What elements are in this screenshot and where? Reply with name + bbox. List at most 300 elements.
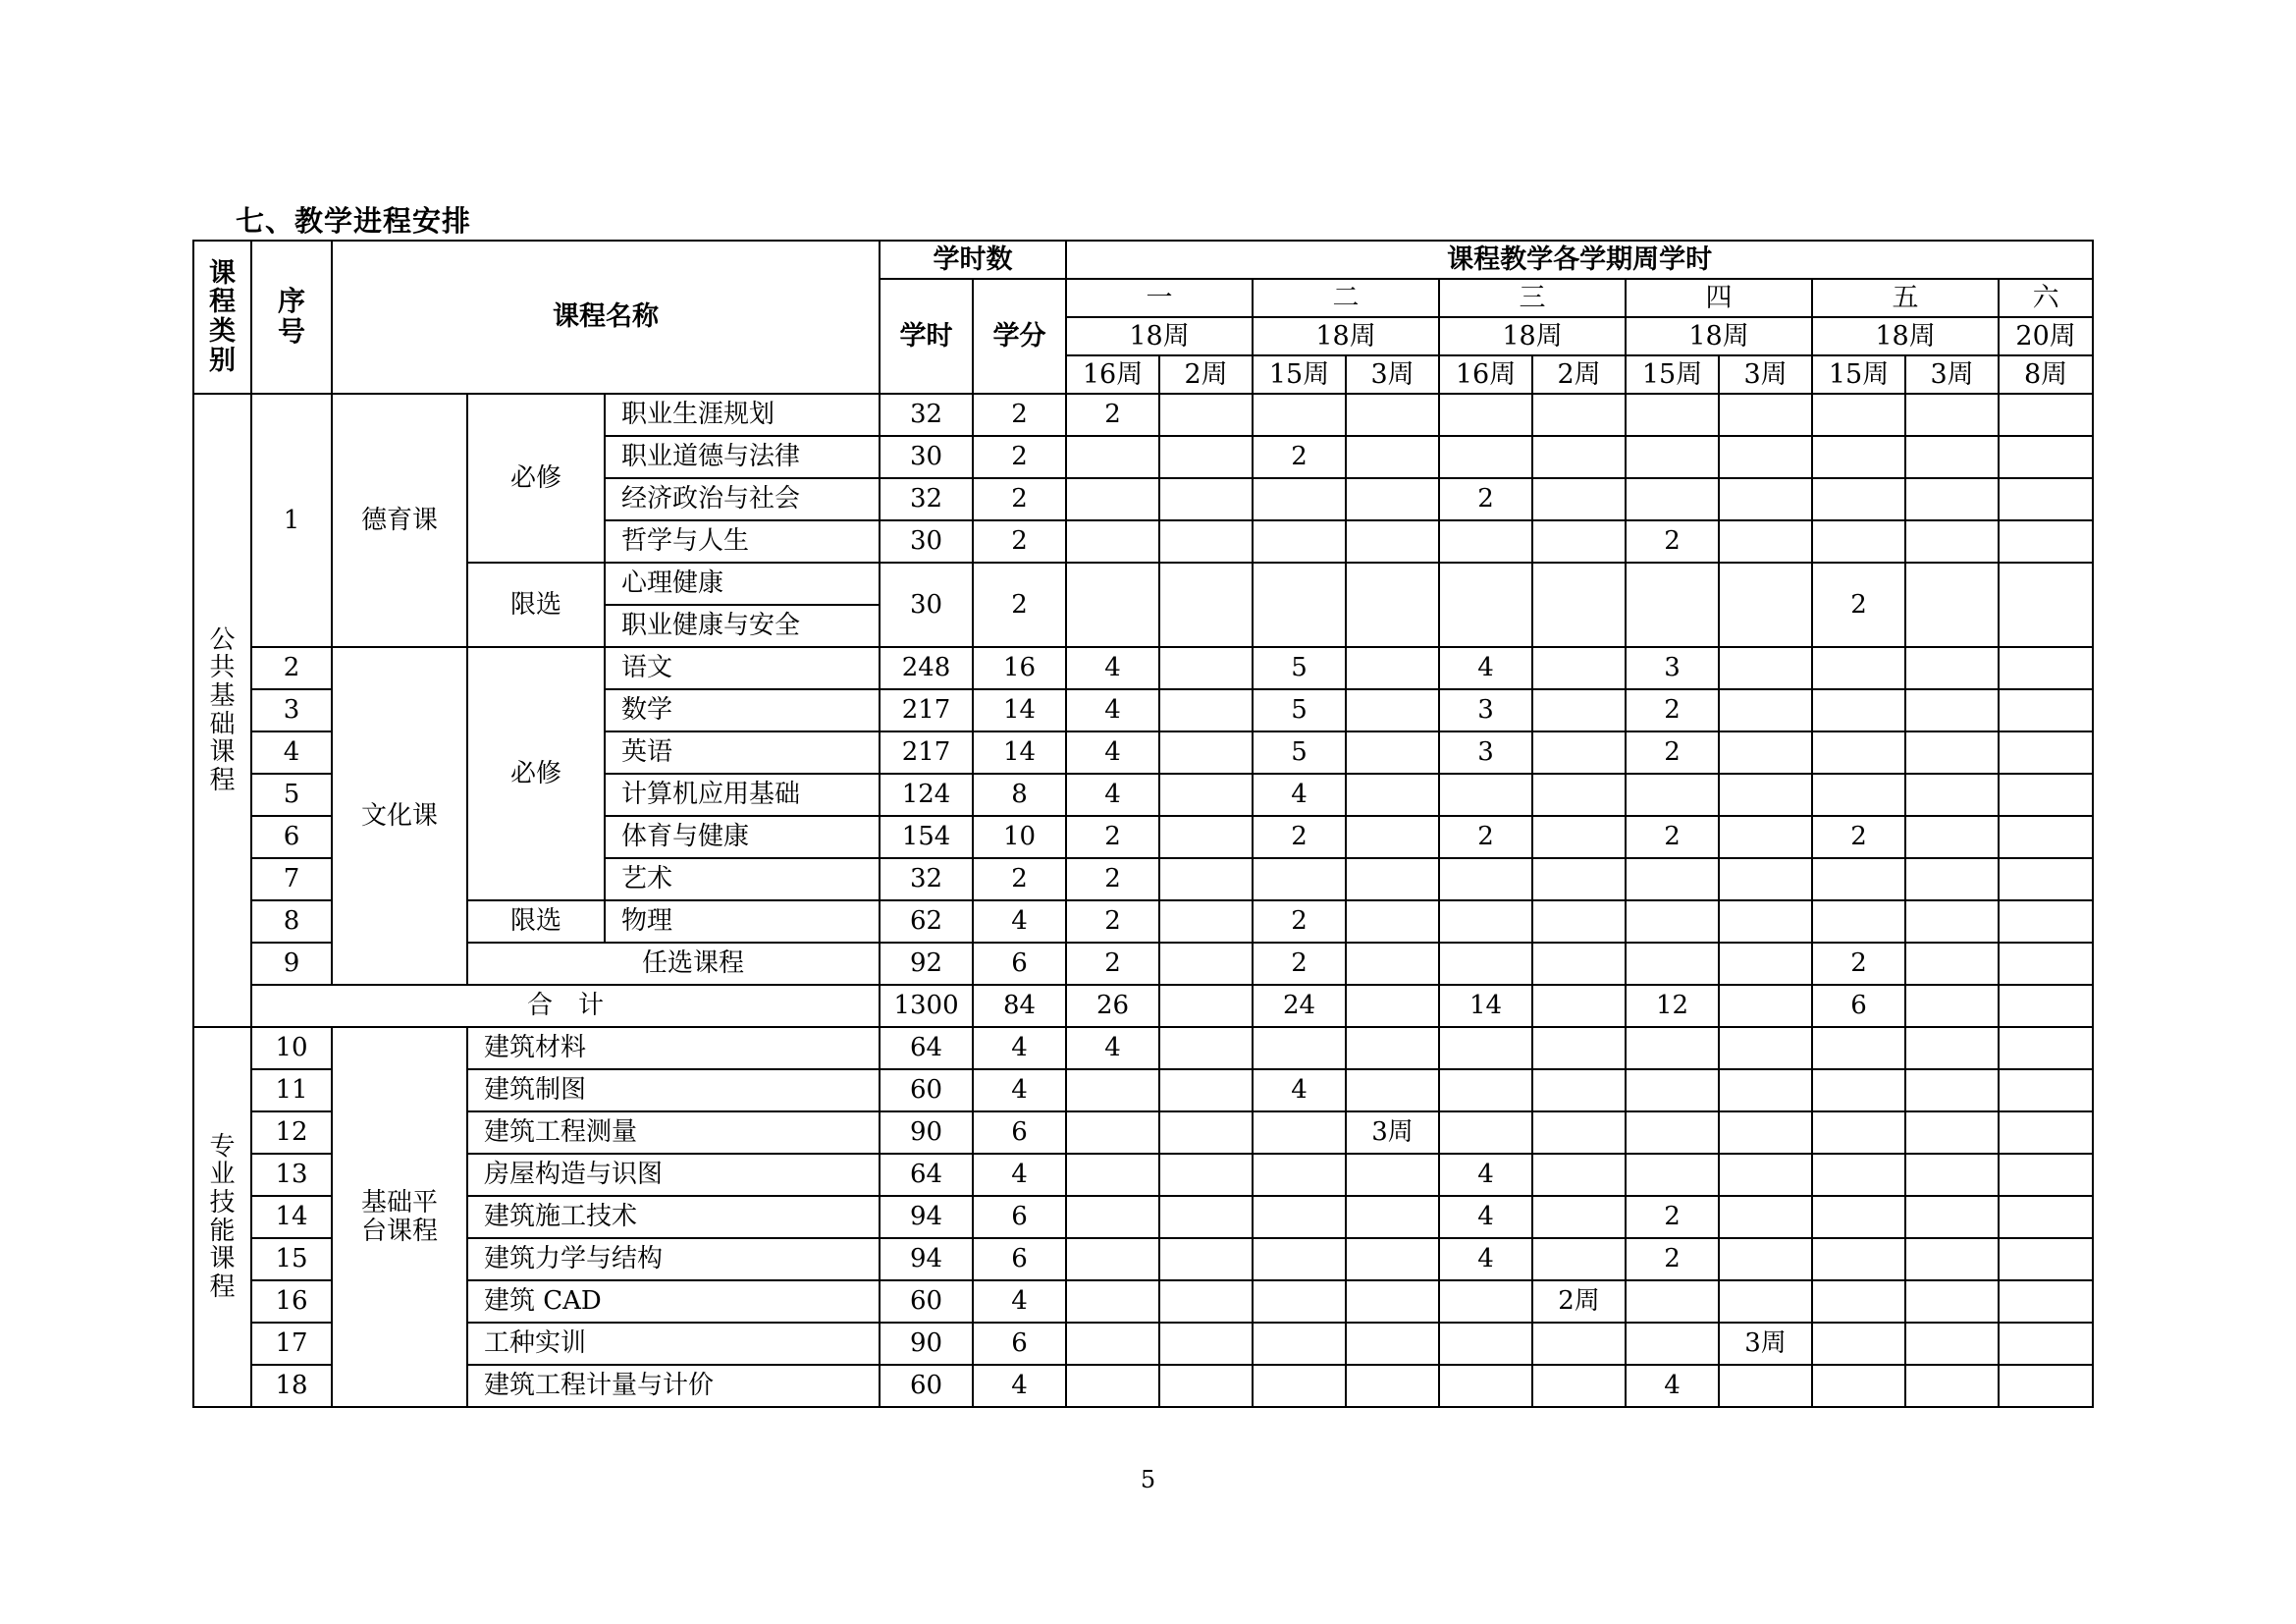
credits-cell: 14 [973, 689, 1066, 731]
header-term-2: 二 [1253, 279, 1439, 317]
week-hours-cell [1066, 1154, 1159, 1196]
section-title: 七、教学进程安排 [236, 204, 472, 238]
seq-cell: 10 [251, 1027, 332, 1069]
week-hours-cell [1719, 563, 1812, 647]
week-hours-cell [1812, 1238, 1905, 1280]
week-hours-cell [1905, 689, 1999, 731]
week-hours-cell [1532, 478, 1626, 520]
hours-cell: 90 [880, 1323, 973, 1365]
hours-cell: 217 [880, 731, 973, 774]
credits-cell: 2 [973, 858, 1066, 900]
week-hours-cell [1439, 520, 1532, 563]
week-hours-cell [1999, 900, 2093, 943]
course-name: 艺术 [605, 858, 880, 900]
week-hours-cell [1532, 1238, 1626, 1280]
week-hours-cell: 4 [1066, 1027, 1159, 1069]
week-hours-cell [1532, 731, 1626, 774]
week-hours-cell [1346, 1027, 1439, 1069]
week-hours-cell [1159, 1323, 1253, 1365]
category-public: 公 共 基 础 课 程 [193, 394, 251, 1027]
credits-cell: 2 [973, 520, 1066, 563]
seq-cell: 14 [251, 1196, 332, 1238]
week-hours-cell [1812, 478, 1905, 520]
week-hours-cell [1253, 1238, 1346, 1280]
week-hours-cell [1719, 900, 1812, 943]
credits-cell: 4 [973, 900, 1066, 943]
hours-cell: 30 [880, 563, 973, 647]
course-name: 心理健康 [605, 563, 880, 605]
week-hours-cell [1999, 563, 2093, 647]
week-hours-cell [1159, 1365, 1253, 1407]
credits-cell: 4 [973, 1280, 1066, 1323]
week-hours-cell [1905, 478, 1999, 520]
week-hours-cell: 2 [1066, 943, 1159, 985]
week-hours-cell: 2 [1066, 900, 1159, 943]
week-hours-cell: 2 [1066, 394, 1159, 436]
hours-cell: 32 [880, 478, 973, 520]
week-hours-cell [1253, 394, 1346, 436]
week-hours-cell: 4 [1066, 689, 1159, 731]
credits-cell: 4 [973, 1365, 1066, 1407]
week-hours-cell [1532, 520, 1626, 563]
week-hours-cell [1812, 900, 1905, 943]
week-hours-cell [1346, 816, 1439, 858]
course-name: 建筑制图 [467, 1069, 880, 1111]
seq-cell: 18 [251, 1365, 332, 1407]
week-hours-cell [1439, 436, 1532, 478]
seq-cell: 17 [251, 1323, 332, 1365]
week-hours-cell [1905, 1027, 1999, 1069]
week-hours-cell [1999, 858, 2093, 900]
week-hours-cell: 3 [1439, 731, 1532, 774]
seq-cell: 11 [251, 1069, 332, 1111]
hours-cell: 248 [880, 647, 973, 689]
week-hours-cell: 3周 [1719, 1323, 1812, 1365]
week-hours-cell [1066, 563, 1159, 647]
header-weekly-group: 课程教学各学期周学时 [1066, 241, 2093, 279]
week-hours-cell [1999, 1111, 2093, 1154]
header-row-1 [193, 241, 2093, 279]
week-hours-cell: 2 [1253, 943, 1346, 985]
week-hours-cell [1719, 858, 1812, 900]
week-hours-cell [1905, 985, 1999, 1027]
credits-cell: 8 [973, 774, 1066, 816]
course-name: 语文 [605, 647, 880, 689]
week-hours-cell [1346, 689, 1439, 731]
week-hours-cell [1066, 1111, 1159, 1154]
table-row [193, 394, 2093, 436]
week-hours-cell [1253, 1196, 1346, 1238]
credits-cell: 2 [973, 436, 1066, 478]
header-sub-week-3: 15周 [1253, 355, 1346, 394]
week-hours-cell: 5 [1253, 689, 1346, 731]
week-hours-cell [1812, 1196, 1905, 1238]
week-hours-cell: 2 [1626, 520, 1719, 563]
table-row [193, 1154, 2093, 1196]
course-name: 房屋构造与识图 [467, 1154, 880, 1196]
table-row [193, 943, 2093, 985]
week-hours-cell [1719, 774, 1812, 816]
week-hours-cell [1439, 1111, 1532, 1154]
week-hours-cell [1999, 1069, 2093, 1111]
week-hours-cell [1532, 816, 1626, 858]
week-hours-cell [1812, 1323, 1905, 1365]
header-sub-week-4: 3周 [1346, 355, 1439, 394]
type-required: 必修 [467, 394, 605, 563]
week-hours-cell [1905, 900, 1999, 943]
week-hours-cell [1905, 1111, 1999, 1154]
total-label: 合 计 [251, 985, 880, 1027]
week-hours-cell: 2 [1066, 858, 1159, 900]
week-hours-cell [1346, 436, 1439, 478]
week-hours-cell [1812, 1027, 1905, 1069]
seq-cell: 3 [251, 689, 332, 731]
header-sub-week-7: 15周 [1626, 355, 1719, 394]
week-hours-cell [1159, 1069, 1253, 1111]
week-hours-cell [1253, 563, 1346, 647]
week-hours-cell: 5 [1253, 731, 1346, 774]
header-term-4: 四 [1626, 279, 1812, 317]
week-hours-cell [1439, 1323, 1532, 1365]
week-hours-cell [1532, 1365, 1626, 1407]
week-hours-cell [1253, 1111, 1346, 1154]
week-hours-cell [1905, 858, 1999, 900]
week-hours-cell [1719, 731, 1812, 774]
credits-cell: 6 [973, 1111, 1066, 1154]
seq-cell: 12 [251, 1111, 332, 1154]
week-hours-cell: 4 [1253, 1069, 1346, 1111]
credits-cell: 6 [973, 1238, 1066, 1280]
header-term-weeks-1: 18周 [1066, 317, 1253, 355]
hours-cell: 60 [880, 1280, 973, 1323]
credits-cell: 4 [973, 1069, 1066, 1111]
week-hours-cell [1439, 943, 1532, 985]
week-hours-cell: 4 [1253, 774, 1346, 816]
week-hours-cell [1626, 1154, 1719, 1196]
week-hours-cell: 4 [1439, 1238, 1532, 1280]
week-hours-cell [1905, 1323, 1999, 1365]
hours-cell: 94 [880, 1196, 973, 1238]
week-hours-cell: 2 [1253, 816, 1346, 858]
week-hours-cell [1999, 985, 2093, 1027]
week-hours-cell [1626, 478, 1719, 520]
week-hours-cell [1905, 943, 1999, 985]
header-term-3: 三 [1439, 279, 1626, 317]
week-hours-cell: 2 [1066, 816, 1159, 858]
week-hours-cell [1346, 1323, 1439, 1365]
week-hours-cell [1812, 520, 1905, 563]
week-hours-cell [1905, 1365, 1999, 1407]
hours-cell: 30 [880, 520, 973, 563]
week-hours-cell: 3 [1626, 647, 1719, 689]
week-hours-cell [1999, 1196, 2093, 1238]
week-hours-cell: 2 [1253, 436, 1346, 478]
week-hours-cell [1905, 731, 1999, 774]
week-hours-cell [1159, 1238, 1253, 1280]
week-hours-cell [1719, 478, 1812, 520]
week-hours-cell [1253, 1323, 1346, 1365]
table-row [193, 1280, 2093, 1323]
header-term-weeks-2: 18周 [1253, 317, 1439, 355]
week-hours-cell [1532, 1111, 1626, 1154]
table-row [193, 900, 2093, 943]
week-hours-cell [1905, 647, 1999, 689]
header-course-name: 课程名称 [332, 241, 880, 394]
week-hours-cell [1159, 1280, 1253, 1323]
week-hours-cell [1812, 774, 1905, 816]
header-hours: 学时 [880, 279, 973, 394]
course-name: 建筑材料 [467, 1027, 880, 1069]
credits-cell: 6 [973, 1196, 1066, 1238]
week-hours-cell [1719, 1365, 1812, 1407]
course-name: 职业生涯规划 [605, 394, 880, 436]
course-name: 物理 [605, 900, 880, 943]
week-hours-cell [1905, 1238, 1999, 1280]
week-hours-cell: 26 [1066, 985, 1159, 1027]
hours-cell: 30 [880, 436, 973, 478]
week-hours-cell [1532, 647, 1626, 689]
credits-cell: 10 [973, 816, 1066, 858]
week-hours-cell [1626, 900, 1719, 943]
credits-cell: 2 [973, 563, 1066, 647]
week-hours-cell: 4 [1439, 647, 1532, 689]
week-hours-cell [1626, 858, 1719, 900]
week-hours-cell: 4 [1066, 731, 1159, 774]
week-hours-cell [1999, 774, 2093, 816]
week-hours-cell: 4 [1066, 647, 1159, 689]
week-hours-cell: 2 [1626, 1238, 1719, 1280]
week-hours-cell [1812, 1111, 1905, 1154]
week-hours-cell [1719, 1111, 1812, 1154]
seq-cell: 5 [251, 774, 332, 816]
seq-cell: 9 [251, 943, 332, 985]
week-hours-cell [1253, 520, 1346, 563]
week-hours-cell [1253, 1365, 1346, 1407]
week-hours-cell [1812, 647, 1905, 689]
week-hours-cell: 2 [1439, 478, 1532, 520]
week-hours-cell [1439, 1365, 1532, 1407]
week-hours-cell [1066, 1238, 1159, 1280]
type-limited: 限选 [467, 900, 605, 943]
course-name-elective: 任选课程 [467, 943, 880, 985]
week-hours-cell [1532, 900, 1626, 943]
week-hours-cell [1812, 1280, 1905, 1323]
week-hours-cell [1066, 1280, 1159, 1323]
header-term-weeks-5: 18周 [1812, 317, 1999, 355]
hours-cell: 1300 [880, 985, 973, 1027]
week-hours-cell: 2 [1439, 816, 1532, 858]
week-hours-cell [1159, 1196, 1253, 1238]
week-hours-cell [1719, 985, 1812, 1027]
seq-cell: 2 [251, 647, 332, 689]
header-sub-week-6: 2周 [1532, 355, 1626, 394]
week-hours-cell [1532, 985, 1626, 1027]
week-hours-cell [1159, 985, 1253, 1027]
week-hours-cell [1999, 1154, 2093, 1196]
header-sub-week-11: 8周 [1999, 355, 2093, 394]
header-sub-week-1: 16周 [1066, 355, 1159, 394]
week-hours-cell [1999, 1027, 2093, 1069]
header-category: 课 程 类 别 [193, 241, 251, 394]
header-term-weeks-4: 18周 [1626, 317, 1812, 355]
week-hours-cell [1066, 1069, 1159, 1111]
week-hours-cell [1532, 858, 1626, 900]
week-hours-cell [1905, 563, 1999, 647]
teaching-schedule-table [192, 240, 2094, 1408]
seq-cell: 13 [251, 1154, 332, 1196]
week-hours-cell [1626, 1323, 1719, 1365]
week-hours-cell [1439, 774, 1532, 816]
week-hours-cell: 3周 [1346, 1111, 1439, 1154]
week-hours-cell [1439, 1069, 1532, 1111]
week-hours-cell [1066, 1323, 1159, 1365]
header-sub-week-9: 15周 [1812, 355, 1905, 394]
week-hours-cell [1346, 900, 1439, 943]
hours-cell: 64 [880, 1154, 973, 1196]
week-hours-cell: 5 [1253, 647, 1346, 689]
week-hours-cell [1532, 689, 1626, 731]
seq-cell: 16 [251, 1280, 332, 1323]
week-hours-cell [1719, 943, 1812, 985]
week-hours-cell: 4 [1066, 774, 1159, 816]
week-hours-cell [1159, 478, 1253, 520]
hours-cell: 60 [880, 1069, 973, 1111]
week-hours-cell [1159, 520, 1253, 563]
week-hours-cell [1346, 1365, 1439, 1407]
course-name: 建筑力学与结构 [467, 1238, 880, 1280]
week-hours-cell [1159, 900, 1253, 943]
week-hours-cell: 4 [1439, 1154, 1532, 1196]
credits-cell: 14 [973, 731, 1066, 774]
week-hours-cell [1346, 1196, 1439, 1238]
week-hours-cell [1719, 1154, 1812, 1196]
week-hours-cell [1159, 1027, 1253, 1069]
week-hours-cell [1253, 1027, 1346, 1069]
week-hours-cell [1532, 1196, 1626, 1238]
header-term-weeks-3: 18周 [1439, 317, 1626, 355]
week-hours-cell [1626, 436, 1719, 478]
week-hours-cell: 14 [1439, 985, 1532, 1027]
week-hours-cell [1812, 436, 1905, 478]
course-name: 体育与健康 [605, 816, 880, 858]
week-hours-cell [1532, 563, 1626, 647]
table-row [193, 1111, 2093, 1154]
week-hours-cell [1253, 858, 1346, 900]
hours-cell: 92 [880, 943, 973, 985]
week-hours-cell [1066, 436, 1159, 478]
course-name: 建筑工程测量 [467, 1111, 880, 1154]
week-hours-cell [1626, 774, 1719, 816]
week-hours-cell [1532, 1027, 1626, 1069]
header-sub-week-8: 3周 [1719, 355, 1812, 394]
week-hours-cell [1719, 1238, 1812, 1280]
table-row [193, 563, 2093, 605]
week-hours-cell [1626, 1027, 1719, 1069]
week-hours-cell [1159, 1111, 1253, 1154]
header-credits: 学分 [973, 279, 1066, 394]
week-hours-cell [1812, 1365, 1905, 1407]
week-hours-cell [1999, 1365, 2093, 1407]
course-name: 经济政治与社会 [605, 478, 880, 520]
week-hours-cell [1905, 1069, 1999, 1111]
week-hours-cell [1812, 858, 1905, 900]
credits-cell: 4 [973, 1154, 1066, 1196]
week-hours-cell [1719, 436, 1812, 478]
seq-cell: 7 [251, 858, 332, 900]
hours-cell: 94 [880, 1238, 973, 1280]
header-seq: 序 号 [251, 241, 332, 394]
hours-cell: 154 [880, 816, 973, 858]
week-hours-cell [1719, 394, 1812, 436]
week-hours-cell [1999, 647, 2093, 689]
week-hours-cell: 2 [1812, 563, 1905, 647]
table-row [193, 1027, 2093, 1069]
week-hours-cell [1346, 647, 1439, 689]
week-hours-cell [1159, 436, 1253, 478]
table-row [193, 1196, 2093, 1238]
week-hours-cell [1346, 563, 1439, 647]
week-hours-cell [1346, 731, 1439, 774]
course-name: 计算机应用基础 [605, 774, 880, 816]
table-row [193, 1323, 2093, 1365]
week-hours-cell [1439, 1280, 1532, 1323]
header-term-1: 一 [1066, 279, 1253, 317]
credits-cell: 6 [973, 1323, 1066, 1365]
week-hours-cell [1905, 1154, 1999, 1196]
header-sub-week-5: 16周 [1439, 355, 1532, 394]
week-hours-cell [1812, 1154, 1905, 1196]
week-hours-cell [1066, 1196, 1159, 1238]
week-hours-cell: 2 [1812, 943, 1905, 985]
week-hours-cell [1346, 943, 1439, 985]
week-hours-cell [1999, 943, 2093, 985]
course-name: 建筑工程计量与计价 [467, 1365, 880, 1407]
week-hours-cell [1346, 1280, 1439, 1323]
week-hours-cell [1159, 858, 1253, 900]
course-name: 数学 [605, 689, 880, 731]
seq-cell: 6 [251, 816, 332, 858]
week-hours-cell: 2 [1626, 816, 1719, 858]
week-hours-cell [1253, 478, 1346, 520]
credits-cell: 6 [973, 943, 1066, 985]
week-hours-cell [1346, 478, 1439, 520]
week-hours-cell [1346, 1238, 1439, 1280]
week-hours-cell [1532, 394, 1626, 436]
week-hours-cell [1999, 689, 2093, 731]
week-hours-cell [1999, 731, 2093, 774]
week-hours-cell [1532, 943, 1626, 985]
course-name: 职业道德与法律 [605, 436, 880, 478]
week-hours-cell [1159, 647, 1253, 689]
week-hours-cell [1812, 394, 1905, 436]
week-hours-cell [1719, 816, 1812, 858]
week-hours-cell [1812, 731, 1905, 774]
week-hours-cell [1066, 520, 1159, 563]
week-hours-cell [1159, 689, 1253, 731]
week-hours-cell [1066, 478, 1159, 520]
week-hours-cell [1159, 1154, 1253, 1196]
week-hours-cell [1905, 1280, 1999, 1323]
page-number: 5 [1140, 1466, 1156, 1493]
week-hours-cell [1812, 1069, 1905, 1111]
credits-cell: 16 [973, 647, 1066, 689]
week-hours-cell [1159, 816, 1253, 858]
week-hours-cell [1253, 1154, 1346, 1196]
hours-cell: 60 [880, 1365, 973, 1407]
course-name: 职业健康与安全 [605, 605, 880, 647]
week-hours-cell [1439, 900, 1532, 943]
week-hours-cell [1999, 1280, 2093, 1323]
